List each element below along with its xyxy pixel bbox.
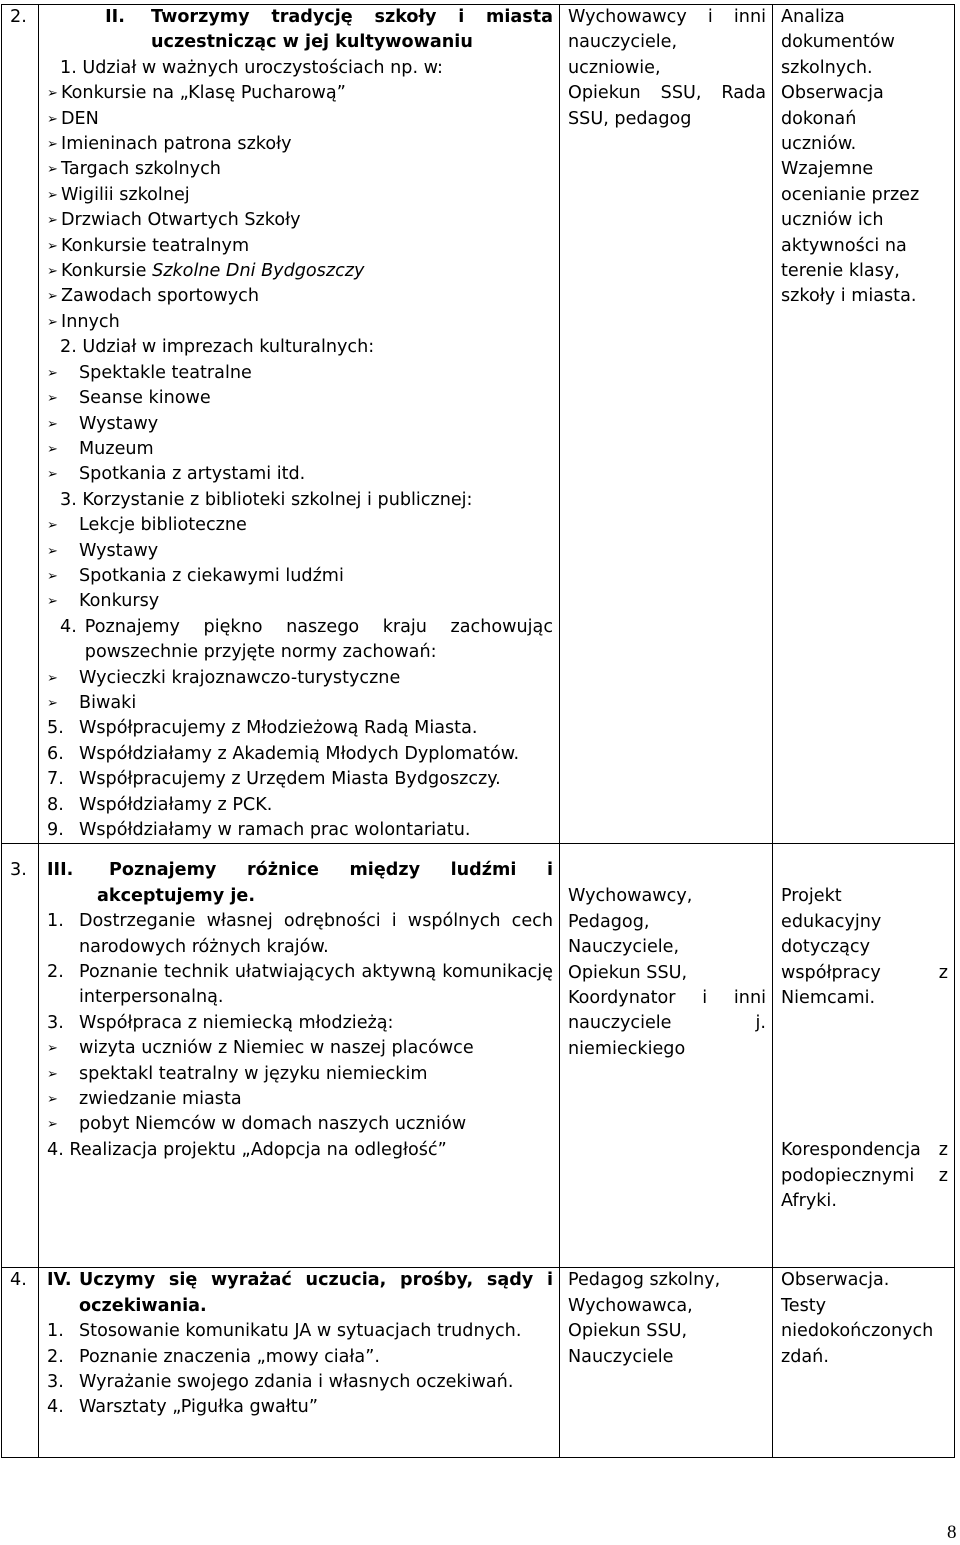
list-item: ➢ Wystawy xyxy=(47,412,553,437)
evaluation-line: dokumentów xyxy=(781,32,895,53)
heading-text: Tworzymy tradycję szkoły i miasta uczestnicząc w jej kultywowaniu xyxy=(151,7,553,53)
arrow-bullet-icon: ➢ xyxy=(47,111,58,127)
evaluation-line: Obserwacja. xyxy=(781,1270,890,1291)
list-item: ➢ Innych xyxy=(47,310,553,335)
subsection-title: 4. Poznajemy piękno naszego kraju zachowując powszechnie przyjęte normy zachowań: xyxy=(60,616,553,663)
evaluation-line: niedokończonych xyxy=(781,1321,934,1342)
table-row xyxy=(2,1268,955,1458)
responsible-line: Wychowawcy i inni xyxy=(568,7,766,27)
row-number: 3. xyxy=(2,844,39,1268)
arrow-bullet-icon: ➢ xyxy=(47,365,58,381)
evaluation-line: Obserwacja xyxy=(781,83,884,104)
evaluation-line: Wzajemne xyxy=(781,159,874,180)
evaluation-line: współpracy z xyxy=(781,962,948,983)
content-cell xyxy=(39,5,560,844)
evaluation-line: aktywności na xyxy=(781,235,907,256)
bullet-list xyxy=(47,361,553,488)
arrow-bullet-icon: ➢ xyxy=(47,213,58,229)
responsible-line: Wychowawcy, xyxy=(568,886,693,907)
arrow-bullet-icon: ➢ xyxy=(47,518,58,534)
list-item: ➢ wizyta uczniów z Niemiec w naszej placówce xyxy=(47,1036,553,1061)
list-item: ➢ Zawodach sportowych xyxy=(47,284,553,309)
responsible-line: Opiekun SSU, Rada xyxy=(568,83,766,104)
responsible-cell xyxy=(560,844,773,1268)
evaluation-line: Niemcami. xyxy=(781,988,876,1009)
list-item: ➢ Seanse kinowe xyxy=(47,386,553,411)
numbered-item: 3. Wyrażanie swojego zdania i własnych oczekiwań. xyxy=(47,1372,514,1393)
responsible-line: SSU, pedagog xyxy=(568,108,692,129)
list-item: ➢ zwiedzanie miasta xyxy=(47,1087,553,1112)
list-item: ➢ spektakl teatralny w języku niemieckim xyxy=(47,1062,553,1087)
page-number: 8 xyxy=(947,1522,957,1543)
numbered-item: 4. Realizacja projektu „Adopcja na odległość” xyxy=(47,1139,447,1160)
responsible-cell xyxy=(560,1268,773,1458)
arrow-bullet-icon: ➢ xyxy=(47,1117,58,1133)
numbered-item: 3. Współpraca z niemiecką młodzieżą: xyxy=(47,1012,394,1033)
evaluation-line: Afryki. xyxy=(781,1191,837,1212)
list-item: ➢ Lekcje biblioteczne xyxy=(47,513,553,538)
list-item: ➢ Spotkania z ciekawymi ludźmi xyxy=(47,564,553,589)
heading-text: Poznajemy różnice między ludźmi i xyxy=(109,860,553,881)
evaluation-line: terenie klasy, xyxy=(781,261,900,282)
numbered-list xyxy=(47,909,553,1036)
evaluation-cell xyxy=(773,1268,955,1458)
list-item: ➢ Wystawy xyxy=(47,539,553,564)
numbered-item: 7. Współpracujemy z Urzędem Miasta Bydgoszczy. xyxy=(47,769,501,790)
subsection-title: 3. Korzystanie z biblioteki szkolnej i publicznej: xyxy=(60,489,473,510)
numbered-item: 4. Warsztaty „Pigułka gwałtu” xyxy=(47,1397,318,1418)
responsible-line: Koordynator i inni xyxy=(568,988,766,1009)
list-item: ➢ Targach szkolnych xyxy=(47,157,553,182)
arrow-bullet-icon: ➢ xyxy=(47,162,58,178)
row-number: 4. xyxy=(2,1268,39,1458)
evaluation-line: Korespondencja z xyxy=(781,1140,948,1161)
numbered-item: 1. Dostrzeganie własnej odrębności i wspólnych cech narodowych różnych krajów. xyxy=(47,911,553,957)
list-item: ➢ DEN xyxy=(47,107,553,132)
responsible-line: uczniowie, xyxy=(568,57,661,78)
evaluation-line: dotyczący xyxy=(781,937,871,958)
arrow-bullet-icon: ➢ xyxy=(47,568,58,584)
list-item: ➢ Konkursie teatralnym xyxy=(47,234,553,259)
evaluation-cell xyxy=(773,844,955,1268)
responsible-line: nauczyciele, xyxy=(568,32,678,53)
plan-table xyxy=(1,4,955,1458)
evaluation-cell xyxy=(773,5,955,844)
numbered-item: 5. Współpracujemy z Młodzieżową Radą Miasta. xyxy=(47,718,478,739)
list-item: ➢ pobyt Niemców w domach naszych uczniów xyxy=(47,1112,553,1137)
section-heading xyxy=(47,5,553,56)
arrow-bullet-icon: ➢ xyxy=(47,441,58,457)
arrow-bullet-icon: ➢ xyxy=(47,391,58,407)
responsible-line: niemieckiego xyxy=(568,1038,686,1059)
list-item: ➢ Wigilii szkolnej xyxy=(47,183,553,208)
responsible-line: Nauczyciele xyxy=(568,1346,674,1367)
arrow-bullet-icon: ➢ xyxy=(47,543,58,559)
numbered-list xyxy=(47,716,553,843)
row-number: 2. xyxy=(2,5,39,844)
responsible-line: Wychowawca, xyxy=(568,1295,693,1316)
list-item: ➢ Konkursie na „Klasę Pucharową” xyxy=(47,81,553,106)
arrow-bullet-icon: ➢ xyxy=(47,670,58,686)
evaluation-line: edukacyjny xyxy=(781,911,882,932)
evaluation-line: szkolnych. xyxy=(781,57,873,78)
responsible-line: Pedagog, xyxy=(568,911,650,932)
evaluation-line: zdań. xyxy=(781,1346,829,1367)
arrow-bullet-icon: ➢ xyxy=(47,1041,58,1057)
numbered-item: 8. Współdziałamy z PCK. xyxy=(47,794,273,815)
evaluation-line: dokonań xyxy=(781,108,857,129)
arrow-bullet-icon: ➢ xyxy=(47,264,58,280)
responsible-line: Opiekun SSU, xyxy=(568,962,688,983)
bullet-list xyxy=(47,81,553,335)
heading-roman: II. xyxy=(105,7,125,27)
arrow-bullet-icon: ➢ xyxy=(47,1066,58,1082)
section-heading xyxy=(47,1268,553,1293)
arrow-bullet-icon: ➢ xyxy=(47,289,58,305)
numbered-list xyxy=(47,1319,553,1421)
evaluation-line: Testy xyxy=(781,1295,827,1316)
bullet-list xyxy=(47,666,553,717)
arrow-bullet-icon: ➢ xyxy=(47,238,58,254)
content-cell xyxy=(39,844,560,1268)
list-item: ➢ Imieninach patrona szkoły xyxy=(47,132,553,157)
responsible-cell xyxy=(560,5,773,844)
evaluation-line: ocenianie przez xyxy=(781,184,920,205)
heading-text: akceptujemy je. xyxy=(97,885,256,906)
numbered-item: 2. Poznanie znaczenia „mowy ciała”. xyxy=(47,1346,380,1367)
arrow-bullet-icon: ➢ xyxy=(47,695,58,711)
heading-roman: IV. xyxy=(47,1270,72,1291)
arrow-bullet-icon: ➢ xyxy=(47,467,58,483)
list-item: ➢ Spektakle teatralne xyxy=(47,361,553,386)
list-item: ➢ Drzwiach Otwartych Szkoły xyxy=(47,208,553,233)
arrow-bullet-icon: ➢ xyxy=(47,86,58,102)
arrow-bullet-icon: ➢ xyxy=(47,416,58,432)
evaluation-line: podopiecznymi z xyxy=(781,1165,948,1186)
table-row xyxy=(2,5,955,844)
numbered-item: 1. Stosowanie komunikatu JA w sytuacjach trudnych. xyxy=(47,1321,522,1342)
responsible-line: Opiekun SSU, xyxy=(568,1321,688,1342)
heading-roman: III. xyxy=(47,860,74,881)
subsection-title: 1. Udział w ważnych uroczystościach np. w: xyxy=(60,57,443,78)
list-item: ➢ Konkursie Szkolne Dni Bydgoszczy xyxy=(47,259,553,284)
content-cell xyxy=(39,1268,560,1458)
heading-text: Uczymy się wyrażać uczucia, prośby, sądy i xyxy=(79,1270,553,1291)
evaluation-line: szkoły i miasta. xyxy=(781,286,917,307)
list-item: ➢ Wycieczki krajoznawczo-turystyczne xyxy=(47,666,553,691)
evaluation-line: uczniów ich xyxy=(781,210,884,231)
arrow-bullet-icon: ➢ xyxy=(47,187,58,203)
table-row xyxy=(2,844,955,1268)
numbered-item: 6. Współdziałamy z Akademią Młodych Dyplomatów. xyxy=(47,743,520,764)
subsection-title: 2. Udział w imprezach kulturalnych: xyxy=(60,337,375,358)
bullet-list xyxy=(47,1036,553,1138)
numbered-item: 9. Współdziałamy w ramach prac wolontariatu. xyxy=(47,820,471,840)
evaluation-line: uczniów. xyxy=(781,134,857,155)
arrow-bullet-icon: ➢ xyxy=(47,314,58,330)
section-heading xyxy=(47,858,553,883)
responsible-line: nauczyciele j. xyxy=(568,1013,766,1034)
list-item: ➢ Spotkania z artystami itd. xyxy=(47,462,553,487)
responsible-line: Nauczyciele, xyxy=(568,937,680,958)
bullet-list xyxy=(47,513,553,615)
italic-event-name: Szkolne Dni Bydgoszczy xyxy=(152,261,365,282)
evaluation-line: Projekt xyxy=(781,886,842,907)
list-item: ➢ Muzeum xyxy=(47,437,553,462)
heading-text: oczekiwania. xyxy=(79,1295,207,1316)
numbered-item: 2. Poznanie technik ułatwiających aktywną komunikację interpersonalną. xyxy=(47,962,553,1008)
arrow-bullet-icon: ➢ xyxy=(47,137,58,153)
list-item: ➢ Konkursy xyxy=(47,589,553,614)
arrow-bullet-icon: ➢ xyxy=(47,594,58,610)
evaluation-line: Analiza xyxy=(781,7,845,27)
list-item: ➢ Biwaki xyxy=(47,691,553,716)
arrow-bullet-icon: ➢ xyxy=(47,1092,58,1108)
responsible-line: Pedagog szkolny, xyxy=(568,1270,721,1291)
